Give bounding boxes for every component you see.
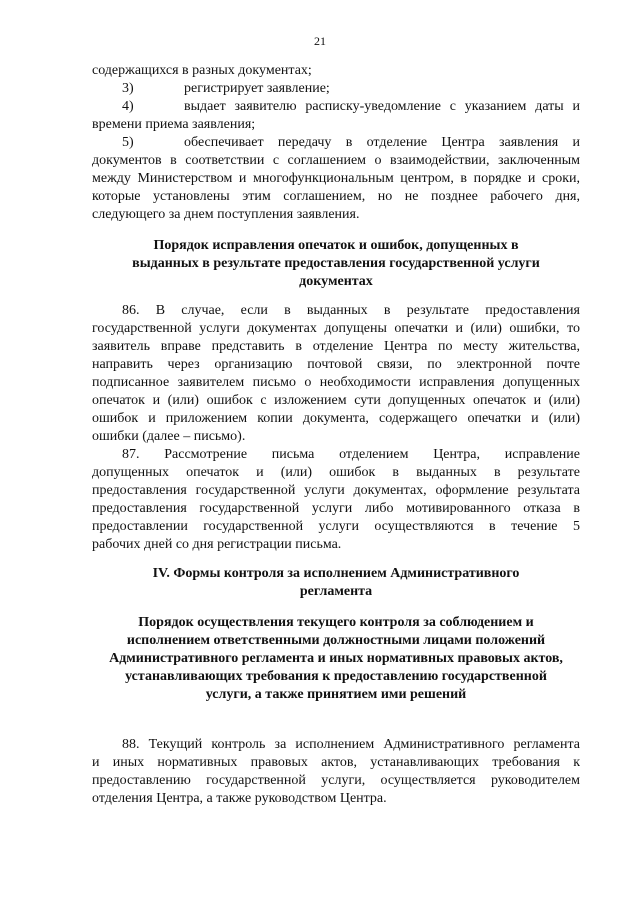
list-item-number: 4): [122, 99, 134, 114]
text-line: 88. Текущий контроль за исполнением Административного регламента: [122, 737, 580, 752]
list-item-5: [92, 134, 580, 152]
list-item-number: 5): [122, 135, 134, 150]
section-heading-corrections: [92, 237, 580, 291]
heading-line: Порядок осуществления текущего контроля за соблюдением и: [138, 615, 534, 630]
text-line: ошибок и приложением копии документа, содержащего опечатки и (или): [92, 411, 580, 426]
heading-line: регламента: [299, 584, 373, 599]
text-line: предоставления государственной услуги либо мотивированного отказа в: [92, 501, 580, 516]
heading-line: Порядок исправления опечаток и ошибок, допущенных в: [153, 238, 519, 253]
text-line: подписанное заявителем письмо о необходимости исправления допущенных: [92, 375, 580, 390]
text-line: 86. В случае, если в выданных в результате предоставления: [122, 303, 580, 318]
heading-line: устанавливающих требования к предоставлению государственной: [125, 669, 547, 684]
text-line: и иных нормативных правовых актов, устанавливающих требования к: [92, 755, 580, 770]
text-line: документов в соответствии с соглашением о взаимодействии, заключенным: [92, 153, 580, 168]
text-line: предоставлению государственной услуги, осуществляется руководителем: [92, 773, 580, 788]
list-item-text: регистрирует заявление;: [184, 81, 330, 96]
text-line: предоставления государственной услуги документах, оформление результата: [92, 483, 580, 498]
text-line: ошибки (далее – письмо).: [92, 429, 246, 444]
text-line: 87. Рассмотрение письма отделением Центра, исправление: [122, 447, 580, 462]
section-iv-title: [92, 565, 580, 601]
list-item-3: [92, 80, 580, 98]
text-line: отделения Центра, а также руководством Центра.: [92, 791, 387, 806]
heading-line: Административного регламента и иных нормативных правовых актов,: [109, 651, 563, 666]
text-line: допущенных опечаток и (или) ошибок в выданных в результате: [92, 465, 580, 480]
list-item-number: 3): [122, 81, 134, 96]
text-line: времени приема заявления;: [92, 117, 256, 132]
list-continuation: [92, 62, 580, 224]
text-line: содержащихся в разных документах;: [92, 63, 312, 78]
heading-line: документах: [299, 274, 373, 289]
text-line: следующего за днем поступления заявления.: [92, 207, 360, 222]
list-item-4: [92, 98, 580, 116]
heading-line: услуги, а также принятием ими решений: [205, 687, 467, 702]
text-line: опечаток и (или) ошибок с изложением сути допущенных опечаток и (или): [92, 393, 580, 408]
text-line: направить через организацию почтовой связи, по электронной почте: [92, 357, 580, 372]
list-item-text: обеспечивает передачу в отделение Центра заявления и: [184, 135, 580, 150]
heading-line: исполнением ответственными должностными лицами положений: [126, 633, 546, 648]
paragraph-88: [92, 736, 580, 808]
heading-line: выданных в результате предоставления государственной услуги: [132, 256, 540, 271]
text-line: рабочих дней со дня регистрации письма.: [92, 537, 342, 552]
text-line: которые установлены этим соглашением, но не позднее рабочего дня,: [92, 189, 580, 204]
list-item-text: выдает заявителю расписку-уведомление с указанием даты и: [184, 99, 580, 114]
text-line: предоставлении государственной услуги осуществляются в течение 5: [92, 519, 580, 534]
heading-line: IV. Формы контроля за исполнением Административного: [152, 566, 520, 581]
page-number: 21: [314, 34, 326, 48]
paragraph-86: [92, 302, 580, 446]
text-line: между Министерством и многофункциональным центром, в порядке и сроки,: [92, 171, 580, 186]
text-line: государственной услуги документах допущены опечатки и (или) ошибки, то: [92, 321, 580, 336]
section-heading-control: [92, 614, 580, 704]
paragraph-87: [92, 446, 580, 554]
text-line: заявитель вправе представить в отделение Центра по месту жительства,: [92, 339, 580, 354]
